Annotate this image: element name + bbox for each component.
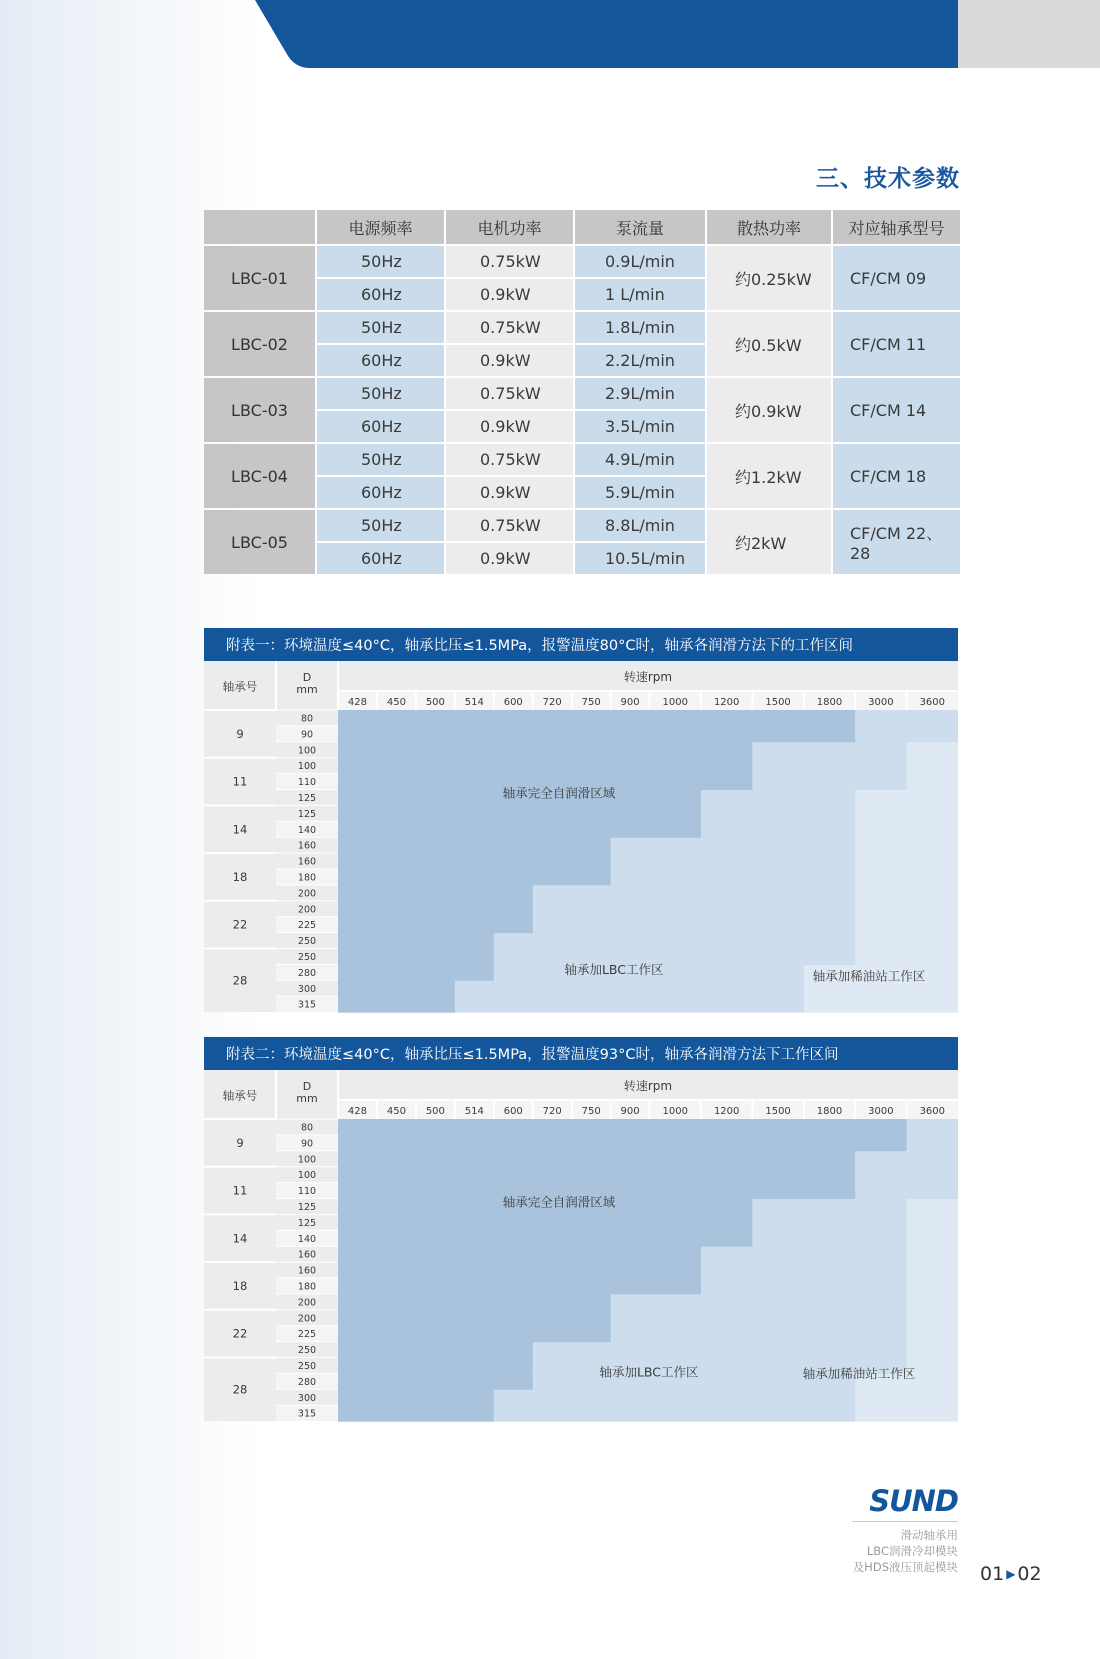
chart-2-title: 附表二：环境温度≤40°C，轴承比压≤1.5MPa，报警温度93°C时，轴承各润滑方法下工作区间 <box>204 1037 958 1070</box>
sund-logo <box>850 1485 960 1515</box>
rpm-tick-label: 3600 <box>919 1106 946 1117</box>
x-axis-label: 转速rpm <box>623 1079 673 1093</box>
flow-cell: 1 L/min <box>575 279 705 310</box>
flow-cell: 8.8L/min <box>575 510 705 541</box>
diameter-label: 300 <box>297 983 317 995</box>
power-cell: 0.9kW <box>446 411 573 442</box>
flow-cell: 5.9L/min <box>575 477 705 508</box>
diameter-label: 280 <box>297 1376 317 1388</box>
diameter-label: 160 <box>297 1249 317 1261</box>
diameter-label: 300 <box>297 1392 317 1404</box>
bearing-id-label: 28 <box>232 973 248 988</box>
rpm-tick-label: 720 <box>542 697 562 708</box>
diameter-label: 250 <box>297 936 317 948</box>
diameter-label: 125 <box>297 808 317 820</box>
diameter-label: 200 <box>297 888 317 900</box>
diameter-label: 225 <box>297 1329 317 1341</box>
bearing-id-label: 14 <box>232 822 248 837</box>
page-arrow-icon: ▶ <box>1006 1567 1016 1581</box>
freq-cell: 60Hz <box>317 411 444 442</box>
flow-cell: 3.5L/min <box>575 411 705 442</box>
freq-cell: 60Hz <box>317 345 444 376</box>
diameter-label: 140 <box>297 1233 317 1245</box>
zone-2-label: 轴承加稀油站工作区 <box>802 1366 916 1382</box>
flow-cell: 1.8L/min <box>575 312 705 343</box>
rpm-tick-label: 1800 <box>816 1106 843 1117</box>
bearing-cell: CF/CM 22、28 <box>833 510 960 574</box>
bearing-cell: CF/CM 11 <box>833 312 960 376</box>
rpm-tick-label: 750 <box>581 697 601 708</box>
diameter-label: 225 <box>297 920 317 932</box>
rpm-tick-label: 1000 <box>662 1106 688 1117</box>
bearing-header-label: 轴承号 <box>222 679 258 694</box>
zone-1-label: 轴承加LBC工作区 <box>599 1364 699 1380</box>
diameter-label: 125 <box>297 1201 317 1213</box>
header-cell-1: 电源频率 <box>317 210 444 244</box>
rpm-tick-label: 3000 <box>868 1106 894 1117</box>
model-cell: LBC-02 <box>204 312 315 376</box>
bearing-id-label: 11 <box>232 1183 248 1198</box>
diameter-label: 100 <box>297 761 317 773</box>
freq-cell: 60Hz <box>317 279 444 310</box>
rpm-tick-label: 1200 <box>713 1106 740 1117</box>
power-cell: 0.75kW <box>446 444 573 475</box>
power-cell: 0.9kW <box>446 279 573 310</box>
rpm-tick-label: 3000 <box>868 697 894 708</box>
diameter-label: 250 <box>297 1360 317 1372</box>
header-cell-0 <box>204 210 315 244</box>
bearing-cell: CF/CM 18 <box>833 444 960 508</box>
rpm-tick-label: 1500 <box>765 697 791 708</box>
bearing-id-label: 22 <box>232 1326 248 1341</box>
power-cell: 0.75kW <box>446 312 573 343</box>
diameter-label: 160 <box>297 840 317 852</box>
rpm-tick-label: 1500 <box>765 1106 791 1117</box>
power-cell: 0.75kW <box>446 510 573 541</box>
diameter-label: 200 <box>297 1313 317 1325</box>
rpm-tick-label: 750 <box>581 1106 601 1117</box>
diameter-label: 125 <box>297 1217 317 1229</box>
rpm-tick-label: 514 <box>464 1106 484 1117</box>
bearing-header-label: 轴承号 <box>222 1088 258 1103</box>
diameter-label: 140 <box>297 824 317 836</box>
diameter-label: 90 <box>300 729 314 741</box>
power-cell: 0.75kW <box>446 378 573 409</box>
diameter-label: 100 <box>297 1170 317 1182</box>
freq-cell: 50Hz <box>317 312 444 343</box>
rpm-tick-label: 450 <box>386 1106 406 1117</box>
rpm-tick-label: 720 <box>542 1106 562 1117</box>
model-cell: LBC-03 <box>204 378 315 442</box>
chart-1-title: 附表一：环境温度≤40°C，轴承比压≤1.5MPa，报警温度80°C时，轴承各润滑方法下的工作区间 <box>204 628 958 661</box>
power-cell: 0.75kW <box>446 246 573 277</box>
tagline-line-2: LBC润滑冷却模块 <box>866 1544 958 1558</box>
bearing-id-label: 9 <box>236 1135 244 1150</box>
rpm-tick-label: 500 <box>425 697 445 708</box>
diameter-label: 160 <box>297 1265 317 1277</box>
page-numbers <box>980 1563 1042 1585</box>
flow-cell: 0.9L/min <box>575 246 705 277</box>
freq-cell: 50Hz <box>317 246 444 277</box>
model-cell: LBC-04 <box>204 444 315 508</box>
heat-cell: 约2kW <box>707 510 831 574</box>
rpm-tick-label: 3600 <box>919 697 946 708</box>
page-right-number: 02 <box>1017 1563 1042 1585</box>
diameter-label: 315 <box>297 1408 317 1420</box>
header-cell-2: 电机功率 <box>446 210 573 244</box>
diameter-header-label: D <box>302 1080 312 1093</box>
flow-cell: 2.9L/min <box>575 378 705 409</box>
freq-cell: 50Hz <box>317 510 444 541</box>
diameter-label: 80 <box>300 1122 314 1134</box>
diameter-label: 100 <box>297 1154 317 1166</box>
freq-cell: 60Hz <box>317 477 444 508</box>
logo-divider <box>852 1521 958 1522</box>
svg-text:SUND: SUND <box>869 1485 958 1515</box>
diameter-label: 200 <box>297 1297 317 1309</box>
bearing-cell: CF/CM 09 <box>833 246 960 310</box>
bearing-id-label: 11 <box>232 774 248 789</box>
bearing-id-label: 18 <box>232 869 248 884</box>
diameter-label: 200 <box>297 904 317 916</box>
diameter-label: 280 <box>297 967 317 979</box>
flow-cell: 2.2L/min <box>575 345 705 376</box>
page-left-number: 01 <box>980 1563 1005 1585</box>
heat-cell: 约0.25kW <box>707 246 831 310</box>
diameter-label: 80 <box>300 713 314 725</box>
chart-2 <box>204 1037 958 1422</box>
spec-table <box>204 210 960 574</box>
zone-2-label: 轴承加稀油站工作区 <box>812 968 926 984</box>
zone-0-label: 轴承完全自润滑区域 <box>502 1194 616 1210</box>
heat-cell: 约0.5kW <box>707 312 831 376</box>
diameter-label: 90 <box>300 1138 314 1150</box>
rpm-tick-label: 900 <box>620 697 640 708</box>
freq-cell: 50Hz <box>317 444 444 475</box>
power-cell: 0.9kW <box>446 477 573 508</box>
zone-0-label: 轴承完全自润滑区域 <box>502 785 616 801</box>
power-cell: 0.9kW <box>446 543 573 574</box>
diameter-label: 180 <box>297 872 317 884</box>
rpm-tick-label: 1200 <box>713 697 740 708</box>
flow-cell: 10.5L/min <box>575 543 705 574</box>
bearing-id-label: 9 <box>236 726 244 741</box>
rpm-tick-label: 500 <box>425 1106 445 1117</box>
x-axis-label: 转速rpm <box>623 670 673 684</box>
header-cell-4: 散热功率 <box>707 210 831 244</box>
rpm-tick-label: 600 <box>503 1106 523 1117</box>
bearing-id-label: 22 <box>232 917 248 932</box>
diameter-label: 100 <box>297 745 317 757</box>
freq-cell: 50Hz <box>317 378 444 409</box>
rpm-tick-label: 514 <box>464 697 484 708</box>
flow-cell: 4.9L/min <box>575 444 705 475</box>
diameter-label: 125 <box>297 792 317 804</box>
header-cell-5: 对应轴承型号 <box>833 210 960 244</box>
rpm-tick-label: 1800 <box>816 697 843 708</box>
tagline-line-3: 及HDS液压顶起模块 <box>852 1560 958 1574</box>
model-cell: LBC-05 <box>204 510 315 574</box>
rpm-tick-label: 450 <box>386 697 406 708</box>
bearing-id-label: 14 <box>232 1231 248 1246</box>
bearing-id-label: 28 <box>232 1382 248 1397</box>
rpm-tick-label: 428 <box>347 697 368 708</box>
bearing-id-label: 18 <box>232 1278 248 1293</box>
diameter-label: 250 <box>297 951 317 963</box>
diameter-label: 160 <box>297 856 317 868</box>
diameter-label: 110 <box>297 777 317 789</box>
rpm-tick-label: 600 <box>503 697 523 708</box>
heat-cell: 约0.9kW <box>707 378 831 442</box>
freq-cell: 60Hz <box>317 543 444 574</box>
diameter-label: 180 <box>297 1281 317 1293</box>
diameter-label: 315 <box>297 999 317 1011</box>
chart-1 <box>204 628 958 1013</box>
power-cell: 0.9kW <box>446 345 573 376</box>
diameter-label: 110 <box>297 1186 317 1198</box>
diameter-header-label: D <box>302 671 312 684</box>
heat-cell: 约1.2kW <box>707 444 831 508</box>
tagline-line-1: 滑动轴承用 <box>900 1528 958 1542</box>
rpm-tick-label: 1000 <box>662 697 688 708</box>
diameter-header-unit: mm <box>296 683 318 696</box>
rpm-tick-label: 900 <box>620 1106 640 1117</box>
header-cell-3: 泵流量 <box>575 210 705 244</box>
diameter-label: 250 <box>297 1345 317 1357</box>
zone-1-label: 轴承加LBC工作区 <box>564 961 664 977</box>
top-banner <box>0 0 1100 70</box>
section-title: 三、技术参数 <box>816 166 960 192</box>
rpm-tick-label: 428 <box>347 1106 368 1117</box>
model-cell: LBC-01 <box>204 246 315 310</box>
chart-2-plot <box>204 1070 958 1422</box>
bearing-cell: CF/CM 14 <box>833 378 960 442</box>
chart-1-plot <box>204 661 958 1013</box>
diameter-header-unit: mm <box>296 1092 318 1105</box>
